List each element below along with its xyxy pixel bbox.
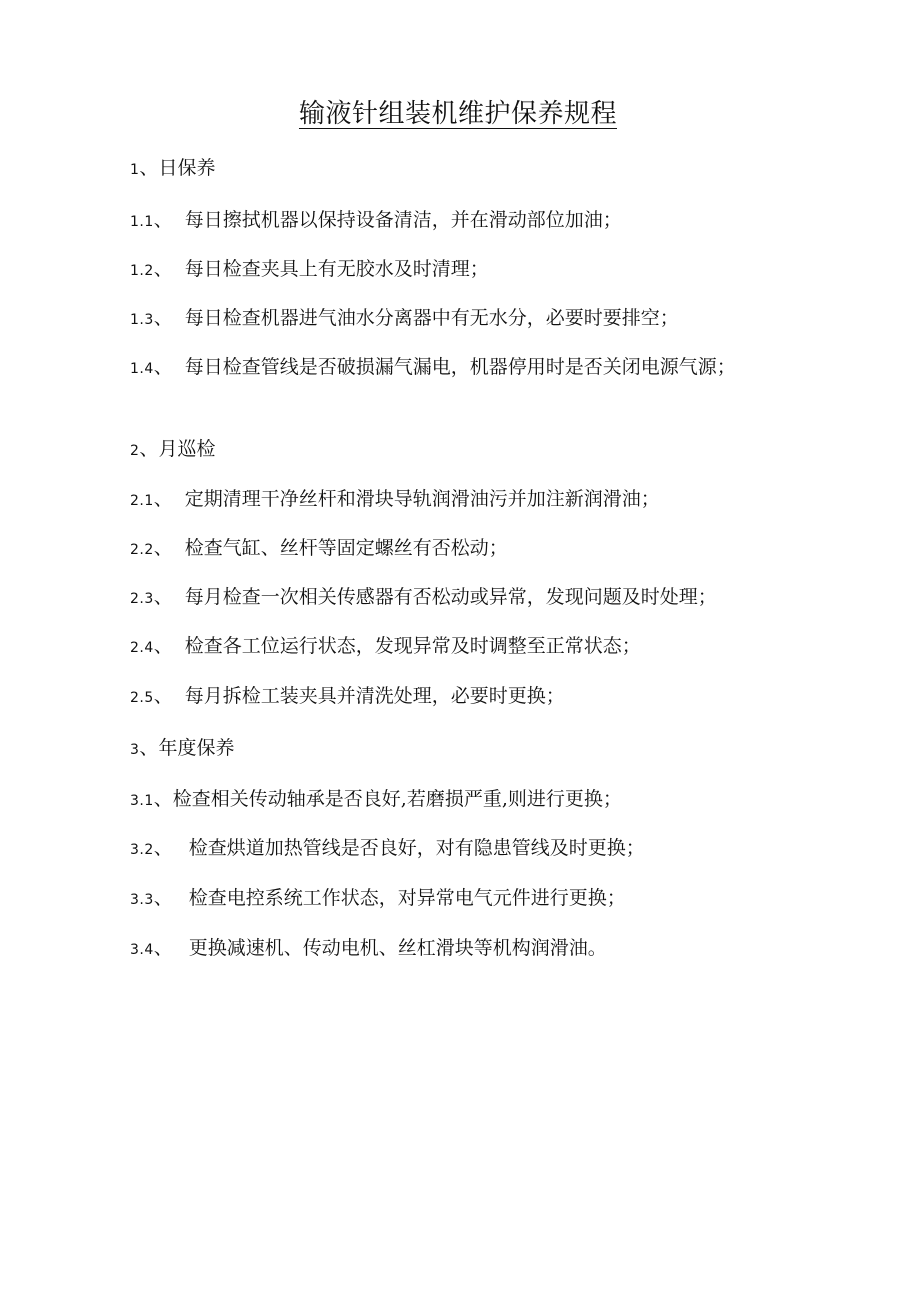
item-text: 每月拆检工装夹具并清洗处理，必要时更换；	[184, 685, 565, 707]
item-number: 3.4	[130, 942, 154, 958]
list-item: 3.4、 更换减速机、传动电机、丝杠滑块等机构润滑油。	[130, 937, 607, 959]
list-item: 2.5、 每月拆检工装夹具并清洗处理，必要时更换；	[130, 685, 565, 707]
item-text: 检查烘道加热管线是否良好，对有隐患管线及时更换；	[188, 837, 645, 859]
item-number: 1.3	[130, 312, 154, 328]
section-heading-1: 1、日保养	[130, 157, 216, 179]
list-item: 2.3、 每月检查一次相关传感器有否松动或异常，发现问题及时处理；	[130, 586, 717, 608]
item-text: 每日检查机器进气油水分离器中有无水分，必要时要排空；	[184, 307, 679, 329]
item-text: 检查相关传动轴承是否良好,若磨损严重,则进行更换；	[172, 788, 622, 810]
section-heading-text: 日保养	[158, 157, 216, 179]
item-text: 检查电控系统工作状态，对异常电气元件进行更换；	[188, 887, 626, 909]
item-number: 2.3	[130, 591, 154, 607]
document-title: 输液针组装机维护保养规程	[298, 99, 617, 129]
section-heading-text: 月巡检	[158, 438, 216, 460]
item-number: 1.4	[130, 361, 154, 377]
item-text: 每日擦拭机器以保持设备清洁，并在滑动部位加油；	[184, 209, 622, 231]
section-number: 2	[130, 443, 140, 459]
item-number: 2.2	[130, 542, 154, 558]
item-text: 每日检查管线是否破损漏气漏电，机器停用时是否关闭电源气源；	[184, 356, 736, 378]
item-text: 检查各工位运行状态，发现异常及时调整至正常状态；	[184, 635, 641, 657]
section-heading-2: 2、月巡检	[130, 438, 216, 460]
item-number: 1.1	[130, 214, 154, 230]
item-text: 检查气缸、丝杆等固定螺丝有否松动；	[184, 537, 508, 559]
item-number: 1.2	[130, 263, 154, 279]
item-number: 3.1	[130, 793, 154, 809]
item-text: 更换减速机、传动电机、丝杠滑块等机构润滑油。	[188, 937, 607, 959]
section-number: 3	[130, 742, 140, 758]
list-item: 1.4、 每日检查管线是否破损漏气漏电，机器停用时是否关闭电源气源；	[130, 356, 736, 378]
list-item: 1.3、 每日检查机器进气油水分离器中有无水分，必要时要排空；	[130, 307, 679, 329]
list-item: 3.1、检查相关传动轴承是否良好,若磨损严重,则进行更换；	[130, 788, 622, 810]
item-number: 2.4	[130, 640, 154, 656]
item-number: 3.2	[130, 842, 154, 858]
item-number: 2.1	[130, 493, 154, 509]
list-item: 2.4、 检查各工位运行状态，发现异常及时调整至正常状态；	[130, 635, 641, 657]
list-item: 2.2、 检查气缸、丝杆等固定螺丝有否松动；	[130, 537, 508, 559]
section-heading-text: 年度保养	[158, 737, 235, 759]
list-item: 1.2、 每日检查夹具上有无胶水及时清理；	[130, 258, 489, 280]
list-item: 2.1、 定期清理干净丝杆和滑块导轨润滑油污并加注新润滑油；	[130, 488, 660, 510]
list-item: 1.1、 每日擦拭机器以保持设备清洁，并在滑动部位加油；	[130, 209, 622, 231]
item-text: 每月检查一次相关传感器有否松动或异常，发现问题及时处理；	[184, 586, 717, 608]
item-text: 定期清理干净丝杆和滑块导轨润滑油污并加注新润滑油；	[184, 488, 660, 510]
item-text: 每日检查夹具上有无胶水及时清理；	[184, 258, 489, 280]
section-heading-3: 3、年度保养	[130, 737, 235, 759]
section-number: 1	[130, 162, 140, 178]
list-item: 3.2、 检查烘道加热管线是否良好，对有隐患管线及时更换；	[130, 837, 645, 859]
item-number: 3.3	[130, 892, 154, 908]
item-number: 2.5	[130, 690, 154, 706]
list-item: 3.3、 检查电控系统工作状态，对异常电气元件进行更换；	[130, 887, 626, 909]
